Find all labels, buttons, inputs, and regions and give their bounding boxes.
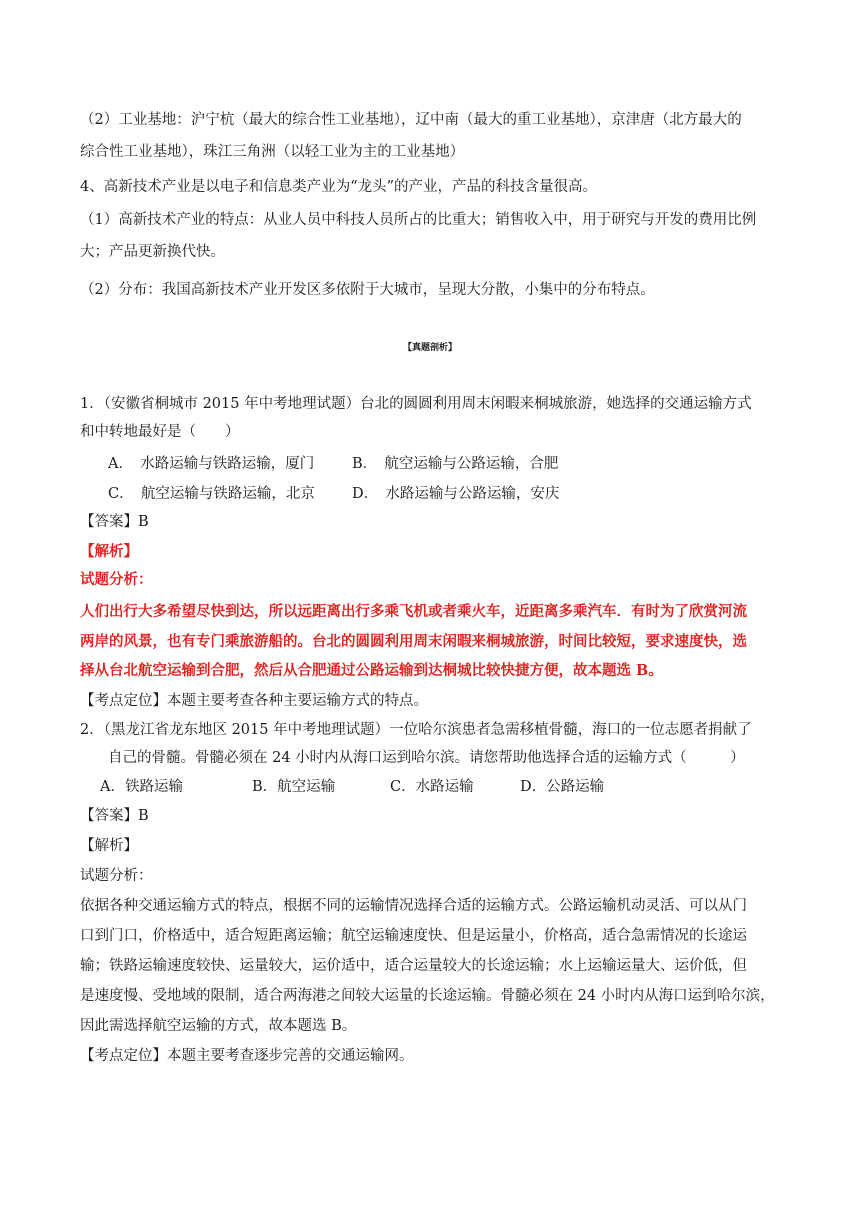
intro-line-2: 综合性工业基地），珠江三角洲（以轻工业为主的工业基地）	[80, 144, 465, 160]
q1-answer: 【答案】B	[80, 514, 149, 530]
q1-option-d: D． 水路运输与公路运输，安庆	[352, 486, 560, 502]
q2-analysis-heading: 【解析】	[80, 838, 138, 854]
q1-option-b: B． 航空运输与公路运输，合肥	[352, 456, 559, 472]
q2-option-a: A．铁路运输	[100, 779, 183, 795]
q1-analysis-line-3: 择从台北航空运输到合肥，然后从合肥通过公路运输到达桐城比较快捷方便，故本题选 B。	[80, 662, 663, 679]
q2-analysis-line-3: 输；铁路运输速度较快、运量较大，运价适中，适合运量较大的长途运输；水上运输运量大、运价低，但	[80, 958, 747, 974]
q2-analysis-line-2: 口到门口，价格适中，适合短距离运输；航空运输速度快、但是运量小，价格高，适合急需情况的长途运	[80, 928, 747, 944]
q1-analysis-subheading: 试题分析：	[80, 571, 153, 588]
q2-option-b: B．航空运输	[252, 779, 336, 795]
q1-key-point: 【考点定位】本题主要考查各种主要运输方式的特点。	[80, 693, 428, 709]
q2-analysis-line-4: 是速度慢、受地域的限制，适合两海港之间较大运量的长途运输。骨髓必须在 24 小时内从海口运到哈尔滨，	[80, 988, 775, 1004]
intro-line-4: （1）高新技术产业的特点：从业人员中科技人员所占的比重大；销售收入中，用于研究与开发的费用比例	[80, 212, 757, 228]
intro-line-1: （2）工业基地：沪宁杭（最大的综合性工业基地），辽中南（最大的重工业基地），京津唐（北方最大的	[80, 112, 742, 128]
q1-option-a: A． 水路运输与铁路运输，厦门	[108, 456, 315, 472]
q2-key-point: 【考点定位】本题主要考查逐步完善的交通运输网。	[80, 1048, 414, 1064]
q1-option-c: C． 航空运输与铁路运输，北京	[108, 486, 315, 502]
q2-analysis-subheading: 试题分析：	[80, 868, 153, 884]
q2-analysis-line-1: 依据各种交通运输方式的特点，根据不同的运输情况选择合适的运输方式。公路运输机动灵活、可以从门	[80, 898, 747, 914]
section-title: 【真题剖析】	[402, 343, 457, 353]
q1-analysis-line-2: 两岸的风景，也有专门乘旅游船的。台北的圆圆利用周末闲暇来桐城旅游，时间比较短，要求速度快，选	[80, 633, 747, 650]
q1-stem-line-1: 1．（安徽省桐城市 2015 年中考地理试题）台北的圆圆利用周末闲暇来桐城旅游，她选择的交通运输方式	[80, 396, 752, 412]
q1-analysis-line-1: 人们出行大多希望尽快到达，所以远距离出行多乘飞机或者乘火车，近距离多乘汽车．有时为了欣赏河流	[80, 603, 747, 620]
intro-line-6: （2）分布：我国高新技术产业开发区多依附于大城市，呈现大分散，小集中的分布特点。	[80, 282, 655, 298]
q2-analysis-line-5: 因此需选择航空运输的方式，故本题选 B。	[80, 1018, 357, 1034]
intro-line-5: 大；产品更新换代快。	[80, 244, 225, 260]
q2-option-d: D．公路运输	[520, 779, 605, 795]
q2-stem-line-2: 自己的骨髓。骨髓必须在 24 小时内从海口运到哈尔滨。请您帮助他选择合适的运输方式（ ）	[108, 750, 745, 766]
intro-line-3: 4、高新技术产业是以电子和信息类产业为“龙头”的产业，产品的科技含量很高。	[80, 179, 598, 195]
q2-stem-line-1: 2．（黑龙江省龙东地区 2015 年中考地理试题）一位哈尔滨患者急需移植骨髓，海口的一位志愿者捐献了	[80, 722, 752, 738]
q2-answer: 【答案】B	[80, 808, 149, 824]
q1-stem-line-2: 和中转地最好是（ ）	[80, 424, 240, 440]
q2-option-c: C．水路运输	[390, 779, 474, 795]
q1-analysis-heading: 【解析】	[80, 543, 138, 560]
